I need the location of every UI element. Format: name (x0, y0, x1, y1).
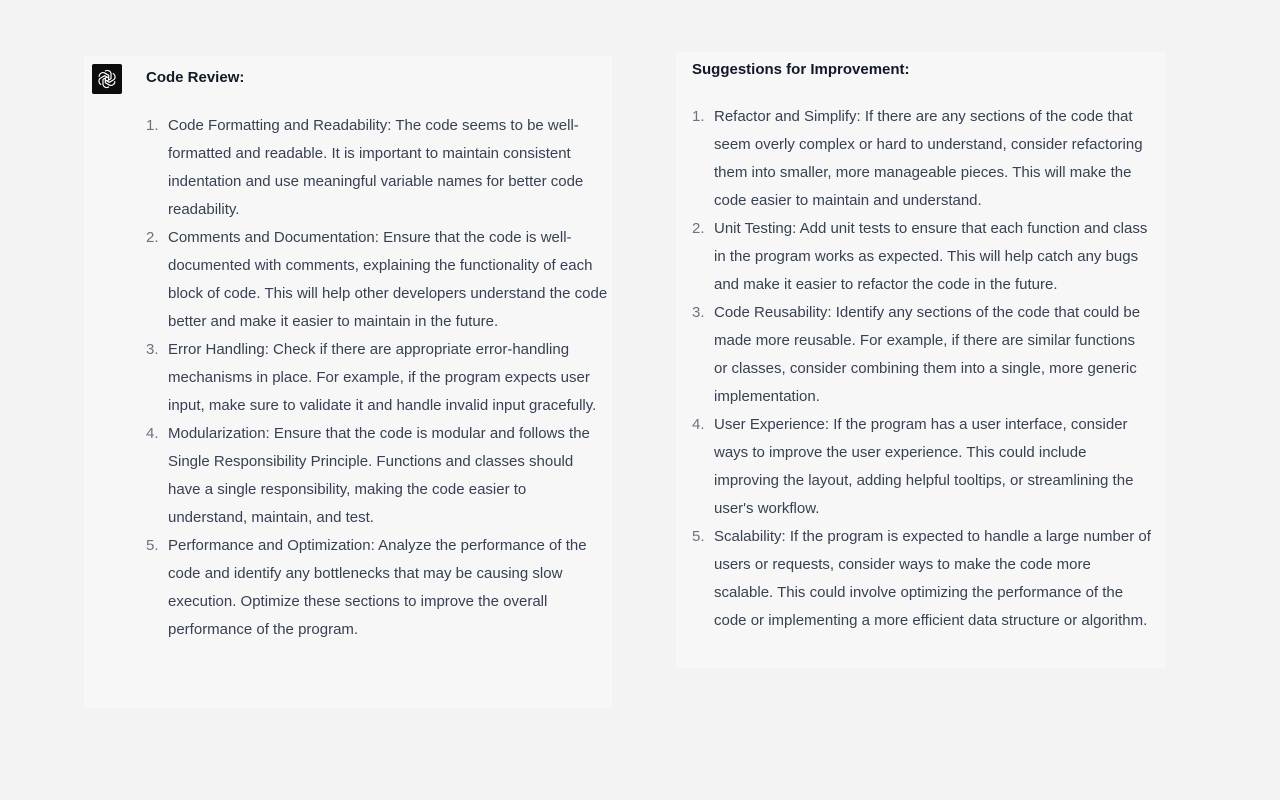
list-item-number: 5. (692, 528, 705, 545)
list-item-text: Scalability: If the program is expected to handle a large number of users or requests, consider ways to make the code more scalable. This could involve optimizing the performance of the code or implementing a more efficient data structure or algorithm. (714, 528, 1151, 629)
list-item-number: 1. (146, 117, 159, 134)
assistant-message-code-review (84, 56, 612, 708)
openai-logo-icon (96, 68, 118, 90)
list-item-text: Code Formatting and Readability: The code seems to be well-formatted and readable. It is important to maintain consistent indentation and use meaningful variable names for better code readability. (168, 117, 584, 218)
list-item (146, 224, 608, 336)
list-item (692, 103, 1152, 215)
suggestions-heading: Suggestions for Improvement: (692, 61, 910, 78)
list-item-number: 2. (146, 229, 159, 246)
list-item-number: 3. (692, 304, 705, 321)
list-item (692, 215, 1152, 299)
list-item-text: Unit Testing: Add unit tests to ensure that each function and class in the program works as expected. This will help catch any bugs and make it easier to refactor the code in the future. (714, 220, 1148, 293)
list-item-number: 4. (146, 425, 159, 442)
list-item-number: 3. (146, 341, 159, 358)
list-item (146, 336, 608, 420)
list-item (692, 411, 1152, 523)
code-review-heading: Code Review: (146, 69, 245, 86)
list-item-number: 4. (692, 416, 705, 433)
list-item-text: Comments and Documentation: Ensure that the code is well-documented with comments, explaining the functionality of each block of code. This will help other developers understand the code better and make it easier to maintain in the future. (168, 229, 608, 330)
list-item (146, 420, 608, 532)
list-item (146, 532, 608, 644)
list-item-text: User Experience: If the program has a user interface, consider ways to improve the user experience. This could include improving the layout, adding helpful tooltips, or streamlining the user's workflow. (714, 416, 1134, 517)
list-item-number: 5. (146, 537, 159, 554)
assistant-avatar (92, 64, 122, 94)
list-item (692, 299, 1152, 411)
list-item-text: Refactor and Simplify: If there are any sections of the code that seem overly complex or hard to understand, consider refactoring them into smaller, more manageable pieces. This will make the code easier to maintain and understand. (714, 108, 1143, 209)
list-item (146, 112, 608, 224)
list-item-number: 1. (692, 108, 705, 125)
list-item-number: 2. (692, 220, 705, 237)
list-item-text: Performance and Optimization: Analyze the performance of the code and identify any bottlenecks that may be causing slow execution. Optimize these sections to improve the overall performance of the program. (168, 537, 587, 638)
list-item-text: Error Handling: Check if there are appropriate error-handling mechanisms in place. For example, if the program expects user input, make sure to validate it and handle invalid input gracefully. (168, 341, 597, 414)
suggestions-panel (676, 52, 1166, 668)
code-review-list (146, 112, 606, 644)
list-item-text: Code Reusability: Identify any sections of the code that could be made more reusable. For example, if there are similar functions or classes, consider combining them into a single, more generic implementation. (714, 304, 1141, 405)
list-item-text: Modularization: Ensure that the code is modular and follows the Single Responsibility Principle. Functions and classes should have a single responsibility, making the code easier to understand, maintain, and test. (168, 425, 590, 526)
suggestions-list (692, 103, 1152, 635)
list-item (692, 523, 1152, 635)
